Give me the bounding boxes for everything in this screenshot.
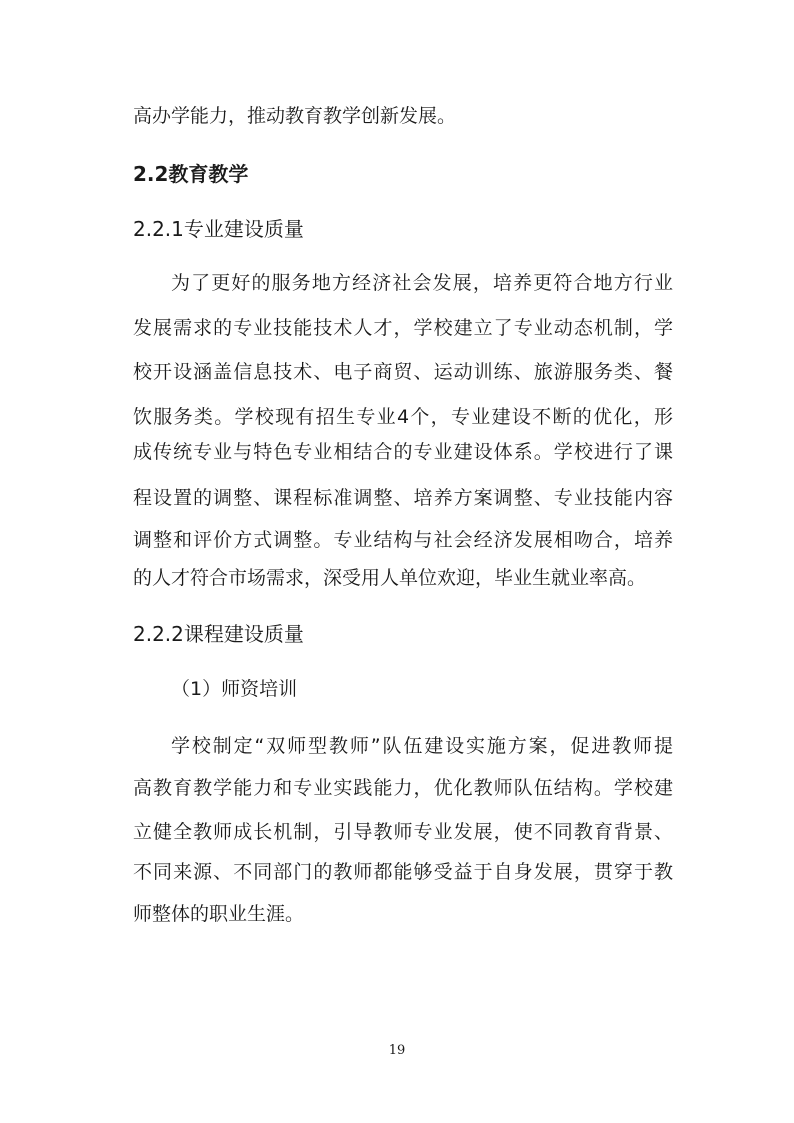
paragraph-line: 学校制定“双师型教师”队伍建设实施方案，促进教师提 [171,735,673,757]
paragraph-line: 为了更好的服务地方经济社会发展，培养更符合地方行业 [171,272,673,294]
paragraph-line: 饮服务类。学校现有招生专业4个，专业建设不断的优化，形 [133,406,673,428]
section-heading-2-2-1: 2.2.1专业建设质量 [133,217,304,241]
paragraph-line: 师整体的职业生涯。 [133,903,305,925]
paragraph-line: 高教育教学能力和专业实践能力，优化教师队伍结构。学校建 [133,777,673,799]
paragraph-line: 成传统专业与特色专业相结合的专业建设体系。学校进行了课 [133,441,673,463]
paragraph-line: 的人才符合市场需求，深受用人单位欢迎，毕业生就业率高。 [133,567,647,589]
paragraph-line: 发展需求的专业技能技术人才，学校建立了专业动态机制，学 [133,317,673,339]
subsection-heading: （1）师资培训 [171,678,298,700]
paragraph-line: 程设置的调整、课程标准调整、培养方案调整、专业技能内容 [133,487,673,509]
section-heading-2-2-2: 2.2.2课程建设质量 [133,622,304,646]
paragraph-line: 校开设涵盖信息技术、电子商贸、运动训练、旅游服务类、餐 [133,361,673,383]
section-heading-2-2: 2.2教育教学 [133,162,249,186]
page-number: 19 [388,1043,406,1058]
lead-paragraph-line: 高办学能力，推动教育教学创新发展。 [133,105,457,127]
paragraph-line: 调整和评价方式调整。专业结构与社会经济发展相吻合，培养 [133,529,673,551]
paragraph-line: 立健全教师成长机制，引导教师专业发展，使不同教育背景、 [133,821,673,843]
paragraph-line: 不同来源、不同部门的教师都能够受益于自身发展，贯穿于教 [133,861,673,883]
